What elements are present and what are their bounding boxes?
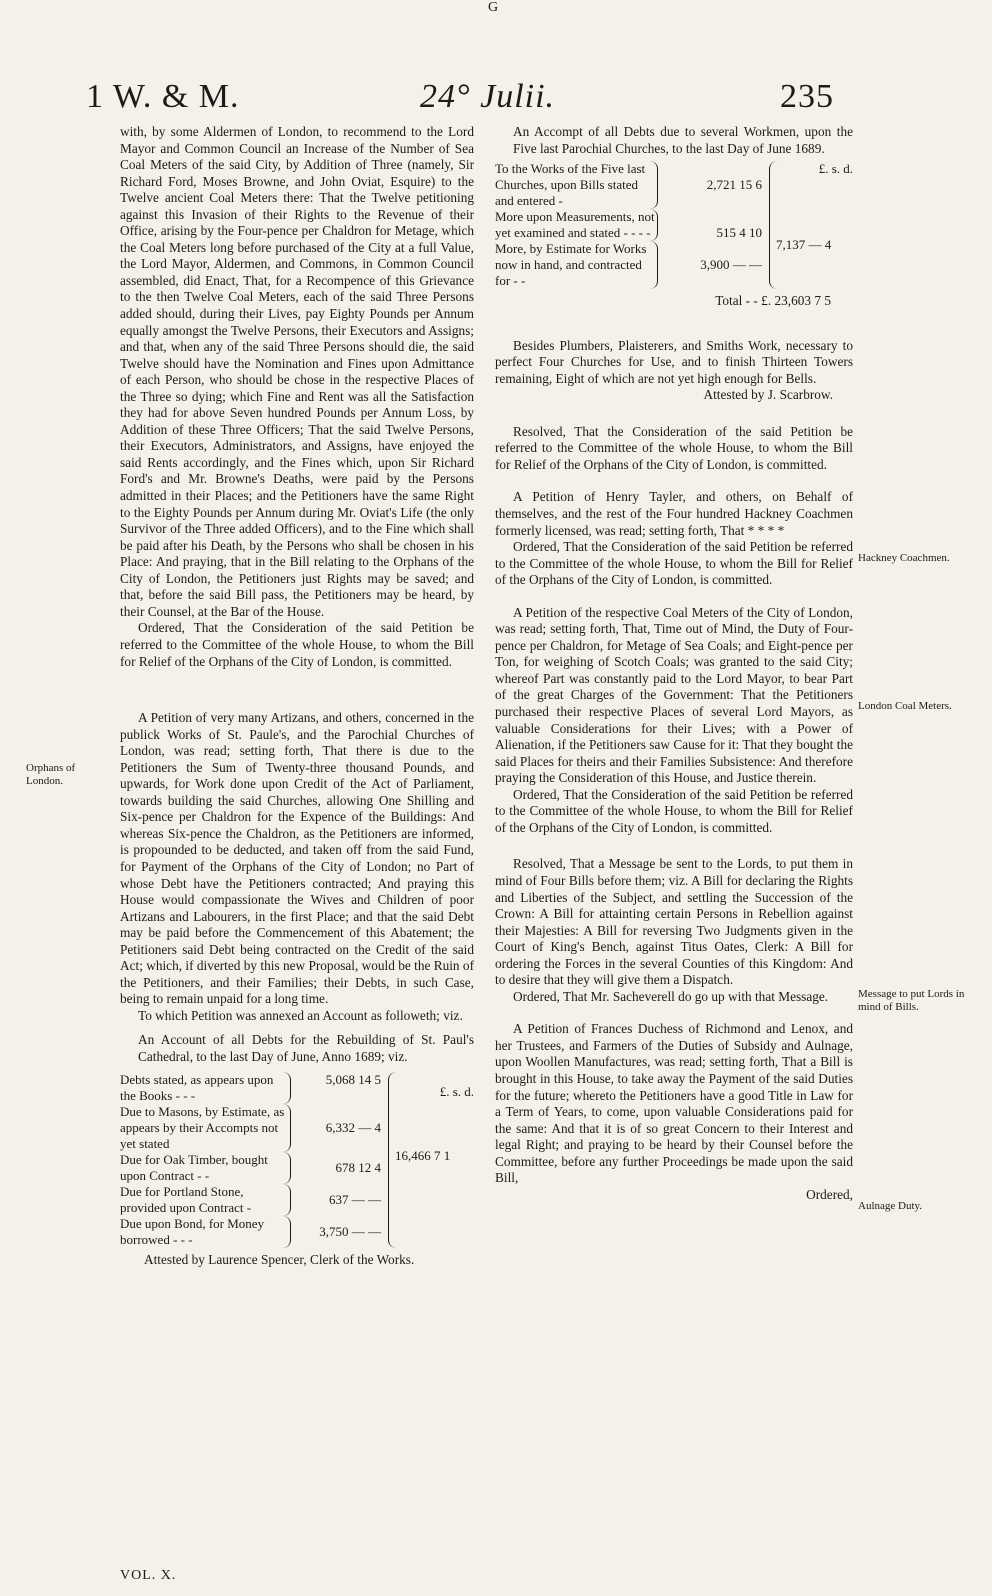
account-summary (388, 1072, 474, 1248)
attestation: Attested by J. Scarbrow. (703, 387, 833, 403)
account-label: Due for Oak Timber, bought upon Contract - - (120, 1152, 291, 1184)
margin-note-message: Message to put Lords in mind of Bills. (858, 988, 965, 1013)
account-row (120, 1152, 382, 1184)
account-row (120, 1104, 382, 1152)
currency-header: £. s. d. (439, 1083, 474, 1099)
account-row (495, 161, 763, 209)
margin-note-orphans: Orphans of London. (26, 762, 76, 787)
account-amount: 2,721 15 6 (706, 177, 762, 193)
paragraph: Ordered, That the Consideration of the said Petition be referred to the Committee of the whole House, to whom the Bill for Relief of the Orphans of the City of London, is committed. (495, 786, 853, 835)
account-amount: 3,900 — — (700, 257, 762, 273)
paragraph: Resolved, That a Message be sent to the Lords, to put them in mind of Four Bills before them; viz. A Bill for declaring the Rights and Liberties of the Subject, and settling the Succession of the Crown: A Bill for attainting certain Persons in Rebellion against their Majesties: A Bill for reversing Two Judgments given in the Court of King's Bench, against Titus Oates, Clerk: A Bill for ordering the Forces in the several Counties of this Kingdom: And to desire that they will give them a Dispatch. (495, 856, 853, 988)
account-amount: 5,068 14 5 (325, 1071, 381, 1087)
account-grand-total: Total - - £. 23,603 7 5 (715, 293, 831, 309)
account-row (120, 1216, 382, 1248)
account-table (495, 161, 853, 289)
paragraph: Resolved, That the Consideration of the said Petition be referred to the Committee of the whole House, to whom the Bill for Relief of the Orphans of the City of London, is committed. (495, 423, 853, 472)
account-label: To the Works of the Five last Churches, upon Bills stated and entered - (495, 161, 658, 209)
paragraph: Ordered, That Mr. Sacheverell do go up with that Message. (513, 988, 829, 1004)
account-row (120, 1184, 382, 1216)
page-number: 235 (780, 78, 834, 115)
account-row (495, 241, 763, 289)
paragraph: with, by some Aldermen of London, to recommend to the Lord Mayor and Common Council an Increase of the Number of Sea Coal Meters of the said City, by Addition of Three (namely, Sir Richard Ford, Moses Browne, and John Oviat, Esquire) to the Twelve ancient Coal Meters there: That the Twelve petitioning against this Invasion of their Rights to the Revenue of their Office, arising by the Four-pence per Chaldron for Metage, which the Coal Meters long before purchased of the City at a full Value, the Lord Mayor, Aldermen, and Commons, in Common Council assembled, did Enact, That, for a Recompence of this Grievance to the then Twelve Coal Meters, each of the said Three Persons added should, during their Lives, pay Eighty Pounds per Annum equally amongst the Twelve Persons, their Executors and Assigns; and that, when any of the said Three Persons should die, the said Twelve should have the Nomination and Fines upon Admittance of each Person, who should be chose in the respective Places of the Three so dying; which Fine and Rent was all the Satisfaction they had for above Seven hundred Pounds per Annum Loss, by Addition of these Three Officers; That the said Twelve Persons, their Executors, Administrators, and Assigns, have enjoyed the said Rents accordingly, and the Fines which, upon Sir Richard Ford's and Mr. Browne's Deaths, were paid by the Persons admitted in their Places; and the Petitioners have the same Right to the Eighty Pounds per Annum during Mr. Oviat's Life (the only Survivor of the Three added Officers), and to the Fine which shall be paid after his Death, by the Persons who shall be chosen in his Place: And praying, that in the Bill relating to the Orphans of the City of London, the Petitioners just Rights may be saved; and that, before the said Bill pass, the Petitioners may be heard, by their Counsel, at the Bar of the House. (120, 124, 474, 619)
attestation: Attested by Laurence Spencer, Clerk of the Works. (144, 1251, 415, 1267)
account-total: 16,466 7 1 (395, 1147, 451, 1163)
header-date: 24° Julii. (420, 78, 556, 115)
paragraph: A Petition of the respective Coal Meters of the City of London, was read; setting forth, That, Time out of Mind, the Duty of Four-pence per Chaldron, for Metage of Sea Coals; and Eight-pence per Ton, for weighing of Scotch Coals; was granted to the said City; whereof Part was constantly paid to the Lord Mayor, to bear Part of the great Charges of the Government: That the Petitioners purchased their respective Places of several Lord Mayors, as valuable Considerations for their Lives; with a Power of Alienation, if the Petitioners saw Cause for it: That they bought the said Places for theirs and their Families Subsistence: And therefore praying the Consideration of this House, and Justice therein. (495, 604, 853, 786)
account-label: Due upon Bond, for Money borrowed - - - (120, 1216, 291, 1248)
account-label: More upon Measurements, not yet examined and stated - - - - (495, 209, 658, 241)
account-title: An Accompt of all Debts due to several Workmen, upon the Five last Parochial Churches, to the last Day of June 1689. (513, 124, 853, 156)
account-row (495, 209, 763, 241)
account-row (120, 1072, 382, 1104)
paragraph: A Petition of Frances Duchess of Richmond and Lenox, and her Trustees, and Farmers of the Duties of Subsidy and Aulnage, upon Woollen Manufactures, was read; setting forth, That a Bill is brought in this House, to take away the Payment of the said Duties for the future; whereto the Petitioners have a good Title in Law for a Term of Years, to come, upon valuable Considerations paid for the same: And that it is of so great Concern to their Interest and legal Right; and praying to be heard by their Counsel before the Committee, before any further Proceedings be made upon the said Bill, (495, 1021, 853, 1186)
account-table (120, 1072, 474, 1248)
account-label: Due to Masons, by Estimate, as appears by their Accompts not yet stated (120, 1104, 291, 1152)
account-subtotal: 7,137 — 4 (776, 237, 832, 253)
margin-note-aulnage: Aulnage Duty. (858, 1200, 923, 1212)
account-amount: 3,750 — — (319, 1223, 381, 1239)
account-label: More, by Estimate for Works now in hand, and contracted for - - (495, 241, 658, 289)
currency-header: £. s. d. (818, 161, 853, 177)
header-regnal-year: 1 W. & M. (86, 78, 240, 115)
margin-note-hackney: Hackney Coachmen. (858, 552, 950, 564)
account-rows (120, 1072, 382, 1248)
account-amount: 6,332 — 4 (325, 1119, 381, 1135)
account-amount: 637 — — (329, 1191, 381, 1207)
catchword: Ordered, (806, 1186, 853, 1202)
paragraph: A Petition of Henry Tayler, and others, on Behalf of themselves, and the rest of the Four hundred Hackney Coachmen formerly licensed, was read; setting forth, That * * * * (495, 489, 853, 538)
paragraph: Ordered, That the Consideration of the said Petition be referred to the Committee of the whole House, to whom the Bill for Relief of the Orphans of the City of London, is committed. (120, 620, 474, 669)
account-amount: 515 4 10 (716, 225, 762, 241)
account-rows (495, 161, 763, 289)
top-mark: G (488, 0, 499, 15)
paragraph: To which Petition was annexed an Account as followeth; viz. (138, 1007, 463, 1023)
right-column (495, 124, 853, 1203)
account-amount: 678 12 4 (335, 1159, 381, 1175)
account-summary (769, 161, 853, 289)
paragraph: A Petition of very many Artizans, and others, concerned in the publick Works of St. Paule's, and the Parochial Churches of London, was read; setting forth, That there is due to the Petitioners the Sum of Twenty-three thousand Pounds, and upwards, for Work done upon Credit of the Act of Parliament, towards building the said Churches, allowing One Shilling and Six-pence per Chaldron for the Expence of the Buildings: And whereas Six-pence the Chaldron, as the Petitioners are informed, is propounded to be deducted, and taken off from the said Fund, for Payment of the Orphans of the City of London; no Part of whose Debt have the Petitioners contracted; And praying this House would compassionate the Wives and Children of poor Artizans and Labourers, in the first Place; and that the said Debt may be paid before the Commencement of this Abatement; the Petitioners said Debt being contracted on the Credit of the said Act; which, if diverted by this new Proposal, would be the Ruin of the Petitioners, and their Families; their Debts, in such Case, being to remain unpaid for a long time. (120, 710, 474, 1007)
left-column (120, 124, 474, 1268)
paragraph: Besides Plumbers, Plaisterers, and Smiths Work, necessary to perfect Four Churches for Use, and to finish Thirteen Towers remaining, Eight of which are not yet high enough for Bells. (495, 337, 853, 386)
account-title: An Account of all Debts for the Rebuilding of St. Paul's Cathedral, to the last Day of June, Anno 1689; viz. (138, 1032, 474, 1064)
paragraph: Ordered, That the Consideration of the said Petition be referred to the Committee of the whole House, to whom the Bill for Relief of the Orphans of the City of London, is committed. (495, 539, 853, 588)
account-label: Debts stated, as appears upon the Books - - - (120, 1072, 291, 1104)
account-label: Due for Portland Stone, provided upon Contract - (120, 1184, 291, 1216)
volume-label: VOL. X. (120, 1568, 177, 1583)
margin-note-coal-meters: London Coal Meters. (858, 700, 952, 712)
